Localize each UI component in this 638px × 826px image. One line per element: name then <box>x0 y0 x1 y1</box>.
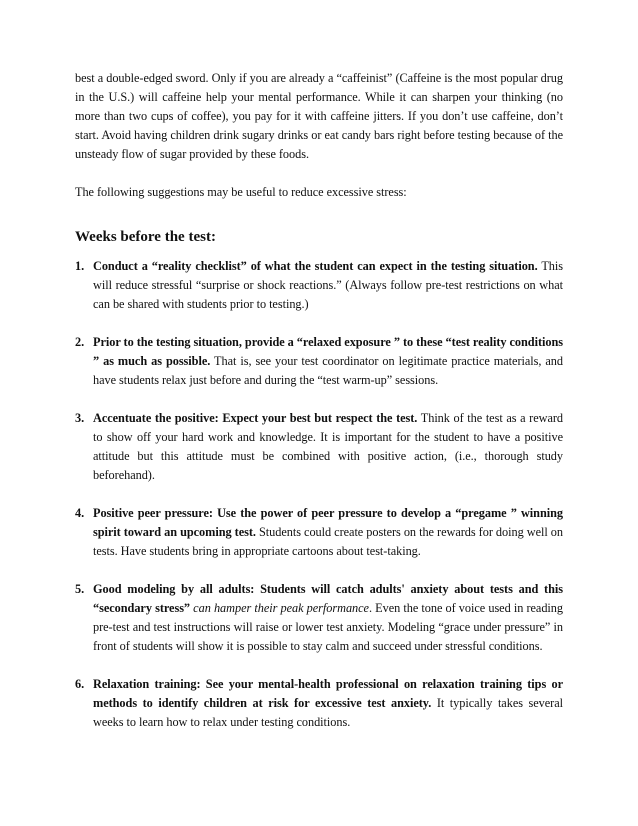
item-lead: Good modeling by all adults: Students will catch adults' anxiety about tests and this “secondary stress” <box>93 582 563 615</box>
list-item <box>75 409 563 485</box>
item-number: 5. <box>75 582 85 596</box>
list-item <box>75 504 563 561</box>
item-lead: Accentuate the positive: Expect your best but respect the test. <box>93 411 418 425</box>
item-text: Think of the test as a reward to show off your hard work and knowledge. It is important for the student to have a positive attitude but this attitude must be combined with positive action, (i.e., thorough study beforehand). <box>93 411 563 482</box>
lead-in-sentence: The following suggestions may be useful to reduce excessive stress: <box>75 185 407 199</box>
item-lead: Conduct a “reality checklist” of what the student can expect in the testing situation. <box>93 259 538 273</box>
list-item <box>75 580 563 656</box>
list-item <box>75 675 563 732</box>
item-lead: Relaxation training: See your mental-health professional on relaxation training tips or methods to identify children at risk for excessive test anxiety. <box>93 677 563 710</box>
list-item <box>75 257 563 314</box>
suggestion-list <box>75 257 563 732</box>
item-text: It typically takes several weeks to learn how to relax under testing conditions. <box>93 696 563 729</box>
list-item <box>75 333 563 390</box>
item-number: 6. <box>75 677 85 691</box>
item-lead: Positive peer pressure: Use the power of peer pressure to develop a “pregame ” winning spirit toward an upcoming test. <box>93 506 563 539</box>
item-number: 1. <box>75 259 85 273</box>
item-italic: can hamper their peak performance <box>190 601 369 615</box>
item-number: 4. <box>75 506 85 520</box>
item-text: This will reduce stressful “surprise or shock reactions.” (Always follow pre-test restrictions on what can be shared with students prior to testing.) <box>93 259 564 311</box>
section-heading: Weeks before the test: <box>75 229 216 245</box>
item-text: . Even the tone of voice used in reading pre-test and test instructions will raise or lower test anxiety. Modeling “grace under pressure” in front of students will show it is possible to stay calm and succeed under stressful conditions. <box>93 601 563 653</box>
item-lead: Prior to the testing situation, provide a “relaxed exposure ” to these “test reality conditions ” as much as possible. <box>93 335 563 368</box>
item-text: Students could create posters on the rewards for doing well on tests. Have students bring in appropriate cartoons about test-taking. <box>93 525 563 558</box>
intro-paragraph: best a double-edged sword. Only if you are already a “caffeinist” (Caffeine is the most popular drug in the U.S.) will caffeine help your mental performance. While it can sharpen your thinking (no more than two cups of coffee), you pay for it with caffeine jitters. If you don’t use caffeine, don’t start. Avoid having children drink sugary drinks or eat candy bars right before testing because of the unsteady flow of sugar provided by these foods. <box>75 71 563 161</box>
document-page <box>75 69 563 751</box>
item-number: 3. <box>75 411 85 425</box>
item-number: 2. <box>75 335 85 349</box>
item-text: That is, see your test coordinator on legitimate practice materials, and have students relax just before and during the “test warm-up” sessions. <box>93 354 564 387</box>
